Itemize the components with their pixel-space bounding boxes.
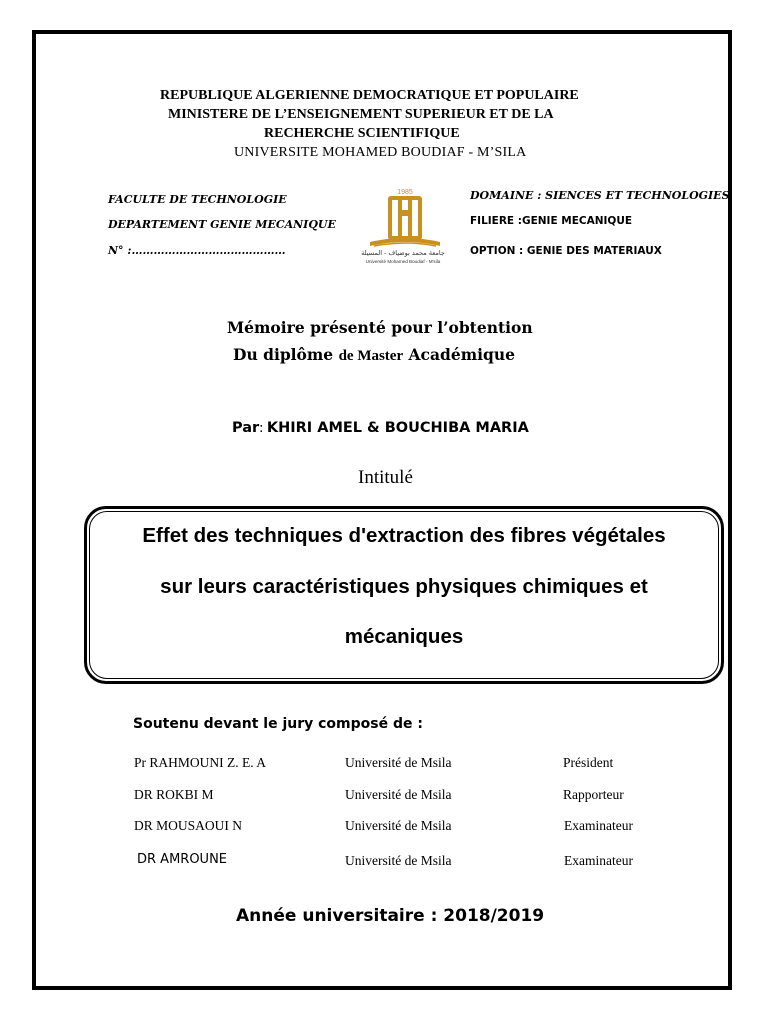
domaine-label: DOMAINE : SIENCES ET TECHNOLOGIES xyxy=(470,189,730,202)
jury-member-role: Examinateur xyxy=(564,818,633,833)
jury-member-univ: Université de Msila xyxy=(345,787,452,802)
jury-member-univ: Université de Msila xyxy=(345,818,452,833)
jury-member-role: Président xyxy=(563,755,614,770)
jury-member-univ: Université de Msila xyxy=(345,755,452,770)
jury-member-univ: Université de Msila xyxy=(345,853,452,868)
memoire-line2: Du diplôme de Master Académique xyxy=(233,345,515,364)
header-ministere: MINISTERE DE L’ENSEIGNEMENT SUPERIEUR ET DE LA xyxy=(168,107,554,122)
jury-member-name: DR AMROUNE xyxy=(137,852,228,867)
logo-latin: Université Mohamed Boudiaf - M'sila xyxy=(365,259,441,264)
logo-year: 1985 xyxy=(397,189,413,196)
jury-member-name: Pr RAHMOUNI Z. E. A xyxy=(134,755,267,770)
jury-member-role: Rapporteur xyxy=(563,787,624,802)
header-republique: REPUBLIQUE ALGERIENNE DEMOCRATIQUE ET POPULAIRE xyxy=(160,88,579,103)
jury-heading: Soutenu devant le jury composé de : xyxy=(133,716,423,732)
header-recherche: RECHERCHE SCIENTIFIQUE xyxy=(264,126,460,141)
university-logo xyxy=(350,186,456,266)
jury-member-role: Examinateur xyxy=(564,853,633,868)
authors-line: Par: KHIRI AMEL & BOUCHIBA MARIA xyxy=(232,420,529,436)
numero-field: N° :…………………………………… xyxy=(108,244,286,257)
option-label: OPTION : GENIE DES MATERIAUX xyxy=(470,245,662,257)
jury-member-name: DR MOUSAOUI N xyxy=(134,818,243,833)
departement-label: DEPARTEMENT GENIE MECANIQUE xyxy=(108,218,336,231)
title-line-3: mécaniques xyxy=(344,625,464,648)
annee-universitaire: Année universitaire : 2018/2019 xyxy=(236,906,545,926)
title-line-1: Effet des techniques d'extraction des fibres végétales xyxy=(142,524,666,547)
header-universite: UNIVERSITE MOHAMED BOUDIAF - M’SILA xyxy=(234,145,527,160)
memoire-line1: Mémoire présenté pour l’obtention xyxy=(227,318,533,337)
jury-member-name: DR ROKBI M xyxy=(134,787,214,802)
title-line-2: sur leurs caractéristiques physiques chimiques et xyxy=(160,575,648,598)
intitule-label: Intitulé xyxy=(358,467,413,488)
logo-arabic: جامعة محمد بوضياف - المسيلة xyxy=(361,249,445,257)
filiere-label: FILIERE :GENIE MECANIQUE xyxy=(470,215,633,227)
faculte-label: FACULTE DE TECHNOLOGIE xyxy=(108,193,287,206)
